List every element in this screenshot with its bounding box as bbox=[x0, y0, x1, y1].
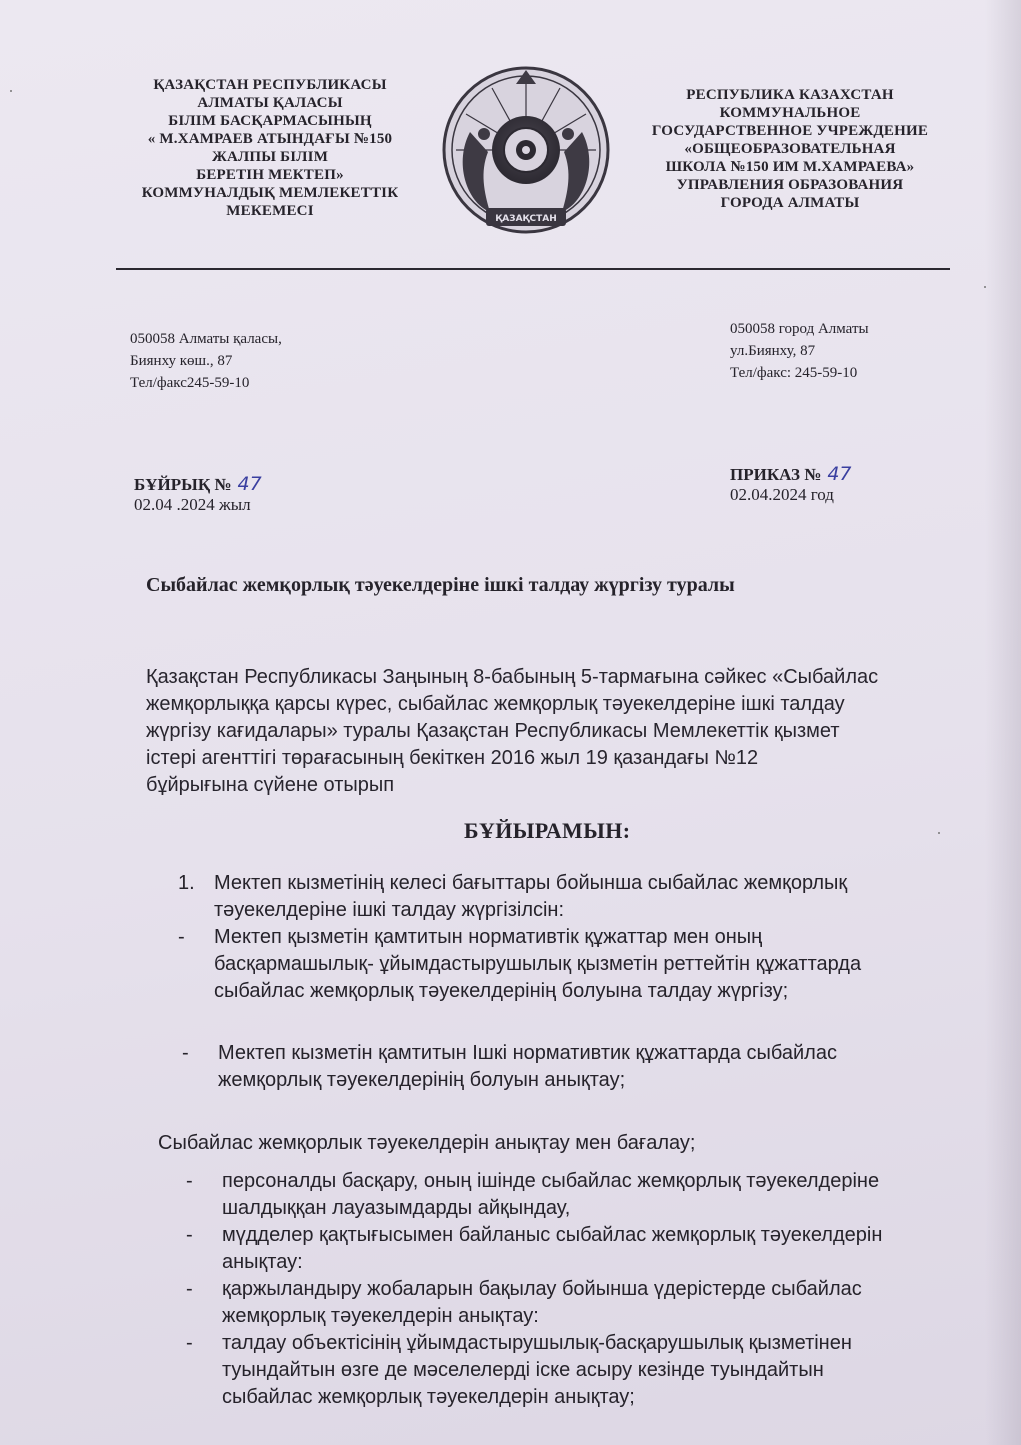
bullet-line: сыбайлас жемқорлық тәуекелдерінің болуына талдау жүргізу; bbox=[214, 980, 789, 1002]
bullet-marker: - bbox=[186, 1224, 193, 1246]
header-russian-line: КОММУНАЛЬНОЕ bbox=[719, 105, 861, 121]
list-item-text bbox=[214, 870, 847, 924]
bullet-text bbox=[222, 1276, 862, 1330]
address-line: Тел/факс: 245-59-10 bbox=[730, 365, 858, 381]
bullet-line: шалдыққан лауазымдарды айқындау, bbox=[222, 1197, 571, 1219]
header-divider bbox=[116, 268, 950, 270]
order-date: 02.04.2024 год bbox=[730, 485, 834, 504]
header-russian-line: «ОБЩЕОБРАЗОВАТЕЛЬНАЯ bbox=[684, 141, 896, 157]
header-kazakh-line: ҚАЗАҚСТАН РЕСПУБЛИКАСЫ bbox=[153, 77, 387, 93]
bullet-text bbox=[222, 1168, 879, 1222]
header-russian-line: РЕСПУБЛИКА КАЗАХСТАН bbox=[686, 87, 894, 103]
emblem-label: ҚАЗАҚСТАН bbox=[495, 214, 557, 224]
paper-speck bbox=[938, 832, 940, 834]
order-number-handwritten: 47 bbox=[237, 473, 262, 495]
bullet-line: басқармашылық- ұйымдастырушылық қызметін реттейтін құжаттарда bbox=[214, 953, 862, 975]
page-shadow-edge bbox=[985, 0, 1021, 1445]
subheading: Сыбайлас жемқорлык тәуекелдерін анықтау мен бағалау; bbox=[158, 1132, 696, 1154]
order-label: БҰЙРЫҚ № bbox=[134, 475, 232, 494]
bullet-text bbox=[222, 1222, 882, 1276]
preamble-line: жемқорлыққа қарсы күрес, сыбайлас жемқорлық тәуекелдеріне ішкі талдау bbox=[146, 693, 845, 715]
address-line: Тел/факс245-59-10 bbox=[130, 375, 250, 391]
bullet-marker: - bbox=[182, 1042, 189, 1064]
list-marker: 1. bbox=[178, 872, 195, 894]
bullet-marker: - bbox=[186, 1278, 193, 1300]
command-heading: БҰЙЫРАМЫН: bbox=[464, 818, 631, 843]
list-item-line: тәуекелдеріне ішкі талдау жүргізілсін: bbox=[214, 899, 565, 921]
bullet-line: туындайтын өзге де мәселелерді іске асыру кезінде туындайтын bbox=[222, 1359, 824, 1381]
header-kazakh-line: БЕРЕТІН МЕКТЕП» bbox=[196, 167, 344, 183]
order-russian bbox=[730, 464, 852, 505]
header-russian bbox=[630, 86, 950, 212]
document-title: Сыбайлас жемқорлық тәуекелдеріне ішкі талдау жүргізу туралы bbox=[146, 574, 735, 596]
header-kazakh-line: ЖАЛПЫ БІЛІМ bbox=[211, 149, 329, 165]
address-russian bbox=[730, 318, 869, 384]
address-kazakh bbox=[130, 328, 282, 394]
order-kazakh bbox=[134, 474, 262, 515]
address-line: 050058 Алматы қаласы, bbox=[130, 331, 282, 347]
bullet-line: сыбайлас жемқорлық тәуекелдерін анықтау; bbox=[222, 1386, 635, 1408]
preamble bbox=[146, 664, 966, 799]
bullet-text bbox=[214, 924, 861, 1005]
bullet-marker: - bbox=[186, 1170, 193, 1192]
state-emblem-icon bbox=[440, 62, 612, 242]
bullet-line: анықтау: bbox=[222, 1251, 303, 1273]
preamble-line: жүргізу кағидалары» туралы Қазақстан Республикасы Мемлекеттік қызмет bbox=[146, 720, 840, 742]
header-kazakh-line: КОММУНАЛДЫҚ МЕМЛЕКЕТТІК bbox=[141, 185, 399, 201]
bullet-line: мүдделер қақтығысымен байланыс сыбайлас жемқорлық тәуекелдерін bbox=[222, 1224, 883, 1246]
bullet-line: Мектеп қызметін қамтитын нормативтік құжаттар мен оның bbox=[214, 926, 763, 948]
bullet-marker: - bbox=[178, 926, 185, 948]
order-number-handwritten: 47 bbox=[827, 463, 852, 485]
bullet-line: жемқорлық тәуекелдерін анықтау: bbox=[222, 1305, 539, 1327]
header-kazakh-line: МЕКЕМЕСІ bbox=[226, 203, 314, 219]
bullet-text bbox=[218, 1040, 837, 1094]
header-russian-line: ШКОЛА №150 ИМ М.ХАМРАЕВА» bbox=[665, 159, 915, 175]
bullet-line: Мектеп кызметін қамтитын Ішкі нормативтик құжаттарда сыбайлас bbox=[218, 1042, 837, 1064]
paper-speck bbox=[10, 90, 12, 92]
bullet-line: талдау объектісінің ұйымдастырушылық-басқарушылық қызметінен bbox=[222, 1332, 852, 1354]
bullet-marker: - bbox=[186, 1332, 193, 1354]
order-date: 02.04 .2024 жыл bbox=[134, 495, 251, 514]
order-number-row bbox=[730, 464, 852, 485]
bullet-text bbox=[222, 1330, 852, 1411]
preamble-line: істері агенттігі төрағасының бекіткен 2016 жыл 19 қазандағы №12 bbox=[146, 747, 759, 769]
bullet-line: жемқорлық тәуекелдерінің болуын анықтау; bbox=[218, 1069, 626, 1091]
preamble-line: бұйрығына сүйене отырып bbox=[146, 774, 395, 796]
address-line: Биянху көш., 87 bbox=[130, 353, 233, 369]
paper-speck bbox=[984, 286, 986, 288]
header-kazakh-line: « М.ХАМРАЕВ АТЫНДАҒЫ №150 bbox=[147, 131, 393, 147]
order-label: ПРИКАЗ № bbox=[730, 465, 822, 484]
header-kazakh bbox=[110, 76, 430, 220]
header-kazakh-line: БІЛІМ БАСҚАРМАСЫНЫҢ bbox=[168, 113, 372, 129]
header-russian-line: ГОРОДА АЛМАТЫ bbox=[720, 195, 860, 211]
header-russian-line: УПРАВЛЕНИЯ ОБРАЗОВАНИЯ bbox=[676, 177, 904, 193]
list-item-line: Мектеп кызметінің келесі бағыттары бойынша сыбайлас жемқорлық bbox=[214, 872, 848, 894]
address-line: ул.Биянху, 87 bbox=[730, 343, 816, 359]
order-number-row bbox=[134, 474, 262, 495]
header-russian-line: ГОСУДАРСТВЕННОЕ УЧРЕЖДЕНИЕ bbox=[651, 123, 929, 139]
address-line: 050058 город Алматы bbox=[730, 321, 869, 337]
preamble-line: Қазақстан Республикасы Заңының 8-бабының 5-тармағына сәйкес «Сыбайлас bbox=[146, 666, 879, 688]
bullet-line: қаржыландыру жобаларын бақылау бойынша үдерістерде сыбайлас bbox=[222, 1278, 862, 1300]
bullet-line: персоналды басқару, оның ішінде сыбайлас жемқорлық тәуекелдеріне bbox=[222, 1170, 880, 1192]
header-kazakh-line: АЛМАТЫ ҚАЛАСЫ bbox=[197, 95, 343, 111]
